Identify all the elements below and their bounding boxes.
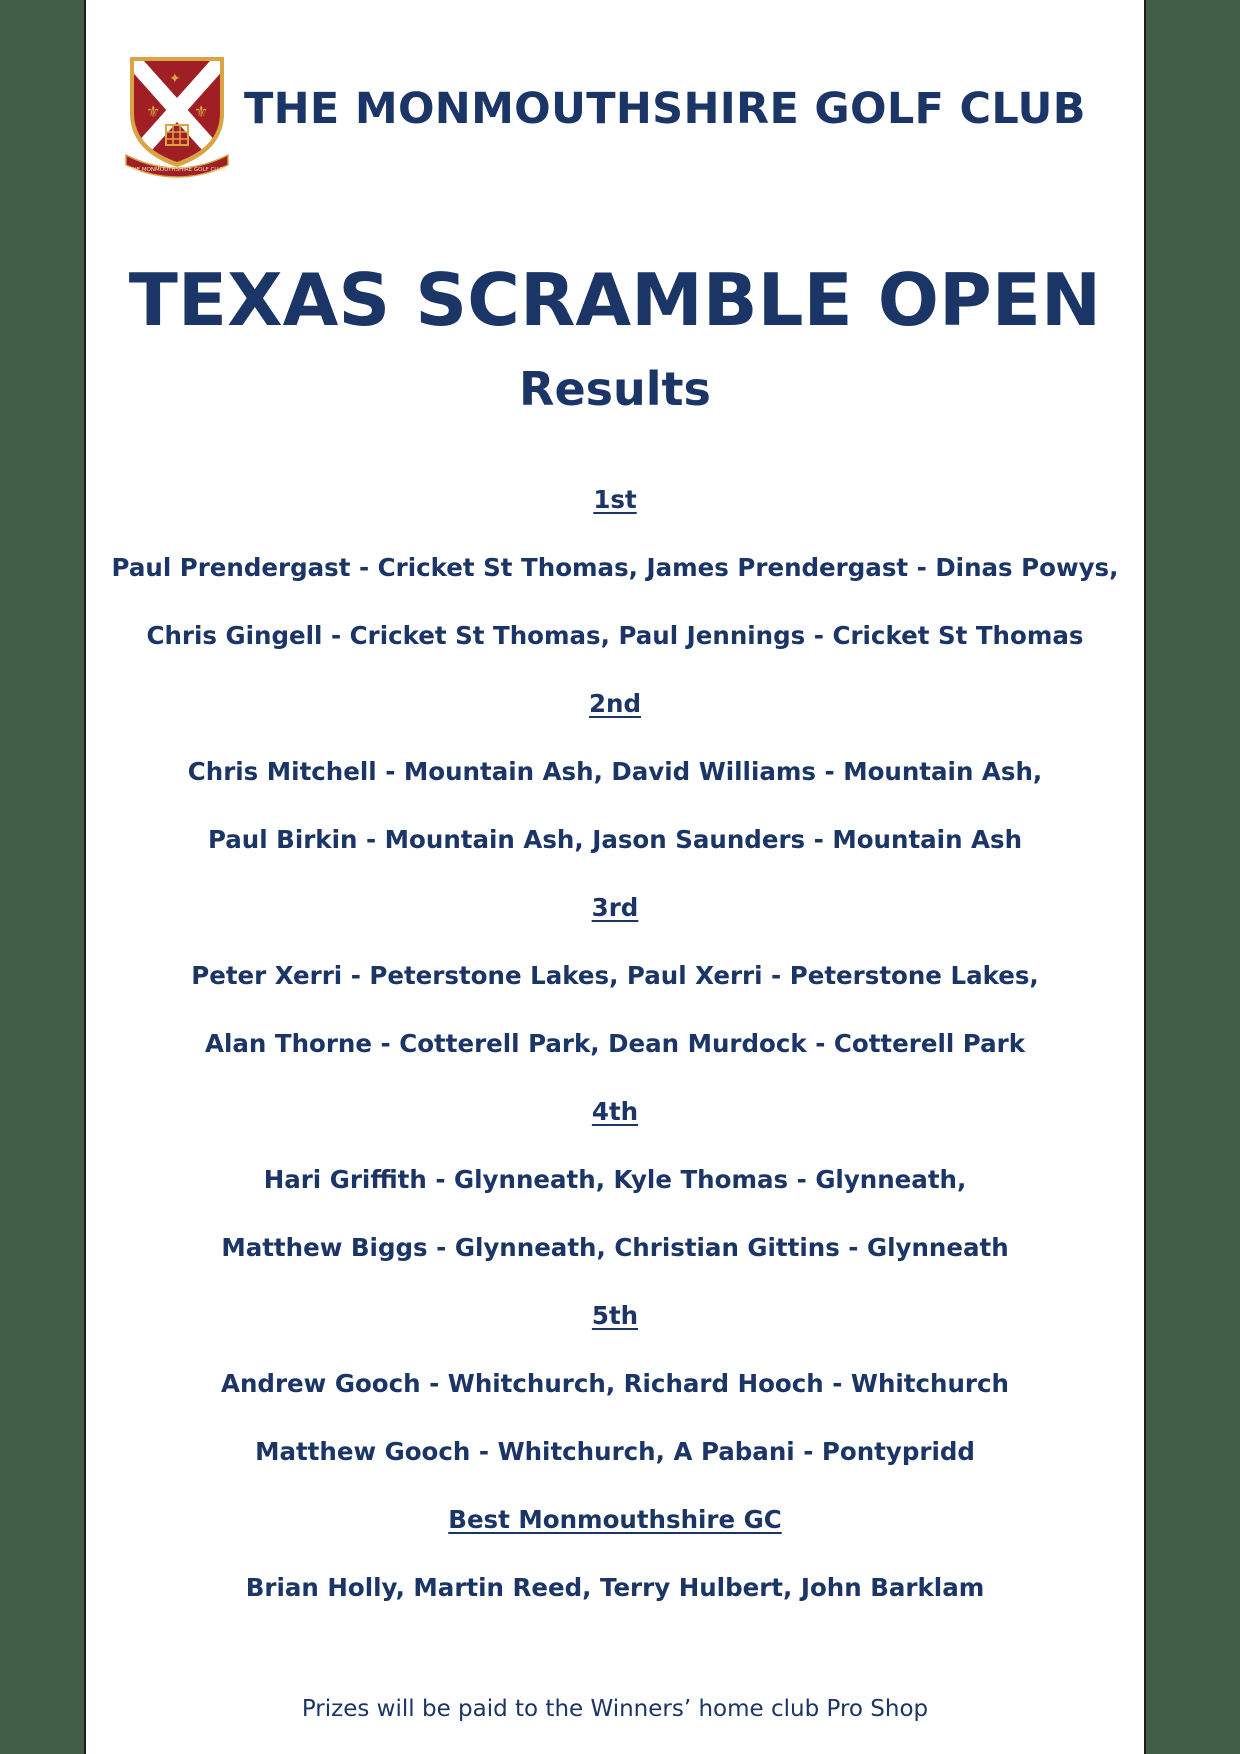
crest-ribbon-text: THE MONMOUTHSHIRE GOLF CLUB: [129, 167, 225, 173]
event-title: TEXAS SCRAMBLE OPEN: [128, 258, 1102, 342]
team-line: Hari Griffith - Glynneath, Kyle Thomas - Glynneath,: [263, 1165, 967, 1194]
place-heading-3rd: 3rd: [591, 893, 639, 922]
place-heading-2nd: 2nd: [588, 689, 642, 718]
svg-text:⚜: ⚜: [146, 102, 161, 121]
prizes-note: Prizes will be paid to the Winners’ home club Pro Shop: [301, 1696, 929, 1722]
place-heading-1st: 1st: [593, 485, 637, 514]
team-line: Alan Thorne - Cotterell Park, Dean Murdock - Cotterell Park: [205, 1029, 1025, 1058]
club-crest-logo: [124, 55, 230, 181]
place-heading-4th: 4th: [591, 1097, 639, 1126]
team-line: Chris Mitchell - Mountain Ash, David Williams - Mountain Ash,: [187, 757, 1043, 786]
team-line: Matthew Gooch - Whitchurch, A Pabani - Pontypridd: [255, 1437, 975, 1466]
svg-text:✦: ✦: [169, 71, 181, 87]
event-subtitle: Results: [519, 362, 711, 416]
svg-text:⚜: ⚜: [194, 102, 209, 121]
results-sheet: [84, 0, 1146, 1754]
team-line: Paul Birkin - Mountain Ash, Jason Saunders - Mountain Ash: [207, 825, 1023, 854]
place-heading-5th: 5th: [591, 1301, 639, 1330]
team-line: Paul Prendergast - Cricket St Thomas, James Prendergast - Dinas Powys,: [111, 553, 1119, 582]
team-line: Andrew Gooch - Whitchurch, Richard Hooch - Whitchurch: [221, 1369, 1009, 1398]
team-line: Brian Holly, Martin Reed, Terry Hulbert, John Barklam: [245, 1573, 985, 1602]
club-name: THE MONMOUTHSHIRE GOLF CLUB: [244, 84, 1086, 134]
team-line: Peter Xerri - Peterstone Lakes, Paul Xerri - Peterstone Lakes,: [191, 961, 1039, 990]
results-list: [86, 472, 1144, 1628]
team-line: Chris Gingell - Cricket St Thomas, Paul Jennings - Cricket St Thomas: [146, 621, 1084, 650]
team-line: Matthew Biggs - Glynneath, Christian Gittins - Glynneath: [221, 1233, 1009, 1262]
place-heading-best-monmouthshire: Best Monmouthshire GC: [448, 1505, 782, 1534]
